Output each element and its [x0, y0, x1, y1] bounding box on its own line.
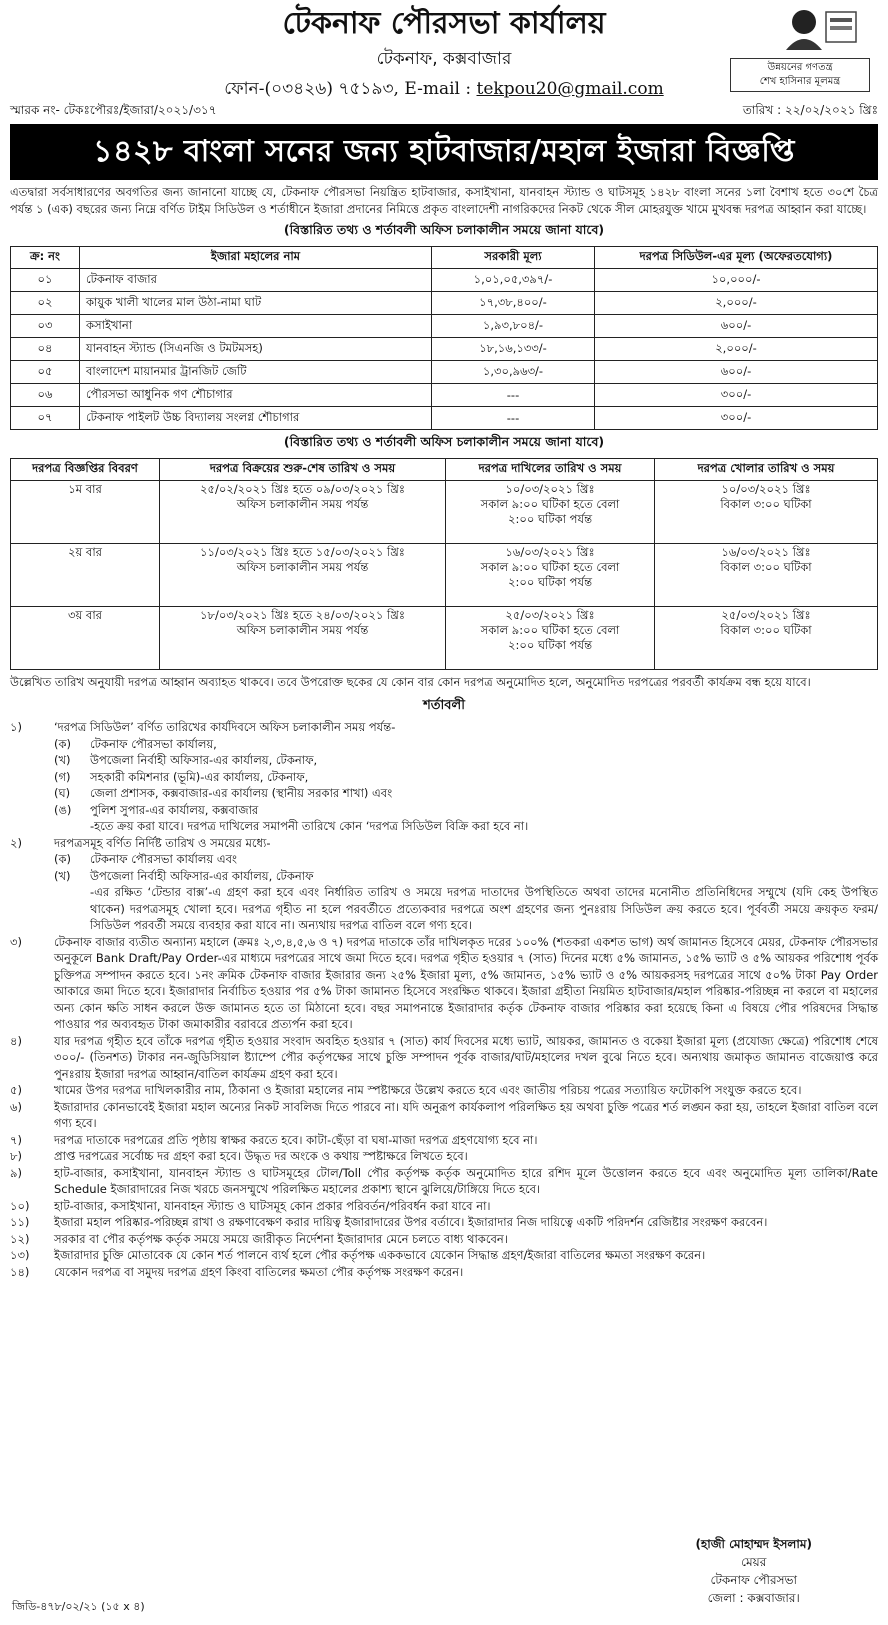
table-row: [11, 481, 878, 544]
condition-item: [10, 1099, 878, 1132]
signature-block: [695, 1535, 812, 1607]
govt-price-cell: ১৮,১৬,১৩৩/-: [432, 338, 595, 361]
subitem-label: (ক): [54, 736, 72, 751]
office-name: টেকনাফ পৌরসভা কার্যালয়: [282, 6, 606, 41]
sale-period-cell: [160, 607, 446, 670]
condition-text: ইজারাদার কোনভাবেই ইজারা মহাল অন্যের নিকট সাবলিজ দিতে পারবে না। যদি অনুরূপ কার্যকলাপ পরিলক্ষিত হয় অথবা চুক্তি পত্রের শর্ত লঙ্ঘন করা হয়, তাহলে ইজারা বাতিল বলে গণ্য হবে।: [54, 1099, 878, 1130]
opening-date: ২৫/০৩/২০২১ খ্রিঃ: [721, 608, 811, 622]
submission-date: ২৫/০৩/২০২১ খ্রিঃ: [505, 608, 595, 622]
table-header-row: [11, 247, 878, 269]
serial-cell: ০৩: [11, 315, 80, 338]
schedule-price-cell: ৬০০/-: [595, 361, 878, 384]
opening-time: বিকাল ৩:০০ ঘটিকা: [720, 560, 812, 574]
serial-cell: ০৬: [11, 384, 80, 407]
condition-item: [10, 1148, 878, 1165]
sale-dates: ১৮/০৩/২০২১ খ্রিঃ হতে ২৪/০৩/২০২১ খ্রিঃ: [200, 608, 405, 622]
opening-cell: [655, 544, 878, 607]
subitem-text: উপজেলা নির্বাহী অফিসার-এর কার্যালয়, টেকনাফ: [90, 868, 314, 883]
condition-number: ৮): [10, 1149, 22, 1163]
condition-number: ৭): [10, 1132, 22, 1147]
submission-time: সকাল ৯:০০ ঘটিকা হতে বেলা: [480, 497, 620, 511]
table-row: [11, 269, 878, 292]
subitem-label: (খ): [54, 868, 71, 883]
submission-cell: [446, 607, 655, 670]
signatory-org: টেকনাফ পৌরসভা: [710, 1573, 797, 1587]
portrait-logo: [774, 4, 866, 50]
condition-item: [10, 1231, 878, 1248]
gd-footer: জিডি-৪৭৮/০২/২১ (১৫ x ৪): [12, 1600, 145, 1613]
submission-time-end: ২:০০ ঘটিকা পর্যন্ত: [507, 575, 592, 589]
phone-text: ফোন-(০৩৪২৬) ৭৫১৯৩, E-mail :: [224, 79, 477, 99]
opening-date: ১০/০৩/২০২১ খ্রিঃ: [721, 482, 811, 496]
col-serial: ক্র: নং: [11, 247, 80, 269]
govt-price-cell: ---: [432, 384, 595, 407]
condition-number: ২): [10, 835, 22, 850]
mahal-table: [10, 246, 878, 430]
submission-cell: [446, 544, 655, 607]
condition-number: ১): [10, 720, 22, 734]
serial-cell: ০২: [11, 292, 80, 315]
schedule-table: [10, 458, 878, 670]
condition-text: টেকনাফ বাজার ব্যতীত অন্যান্য মহালে (ক্রমঃ ২,৩,৪,৫,৬ ও ৭) দরপত্র দাতাকে তাঁর দাখিলকৃত দরের ১০০% (শতকরা একশত ভাগ) অর্থ জামানত হিসেবে মেয়র, টেকনাফ পৌরসভার অনুকূলে Bank Draft/Pay Order-এর মাধ্যমে দরপত্রের সাথে জমা দিতে হবে। দরপত্র গৃহীত হওয়ার ৭ (সাত) দিনের মধ্যে ৫% জামানত, ১৫% ভ্যাট ও ৫% আয়কর পরিশোধ পূর্বক চুক্তিপত্র সম্পাদন করতে হবে। ১নং ক্রমিক টেকনাফ বাজার ইজারার জন্য ২৫% ইজারা মূল্য, ৫% জামানত, ১৫% ভ্যাট ও ৫% আয়করসহ দরপত্রের সাথে ৫০% টাকা Pay Order আকারে জমা দিতে হবে। ইজারাদার নির্বাচিত হওয়ার পর ৫% টাকা জামানত হিসেবে সংরক্ষিত থাকবে। ইজারা গ্রহীতা নিয়মিত হাটবাজার/মহাল পরিষ্কার-পরিচ্ছন্ন না করলে বা মহালের অন্য কোন ক্ষতি সাধন করলে উক্ত জামানত হতে তা মিঠানো হবে। বছর সমাপনান্তে ইজারাদার কর্তৃক টেকনাফ বাজার পরিষ্কার করা হয়েছে কিনা এ বিষয়ে পৌর পরিষদের সিদ্ধান্ত পাওয়ার পর অব্যবহৃত টাকা জমাকারীর বরাবরে প্রত্যর্পন করা হবে।: [54, 934, 878, 1031]
letterhead: [10, 4, 878, 124]
condition-subitem: [10, 736, 878, 753]
sale-time: অফিস চলাকালীন সময় পর্যন্ত: [236, 560, 369, 574]
schedule-price-cell: ১০,০০০/-: [595, 269, 878, 292]
condition-item: [10, 1214, 878, 1231]
slogan-line-1: উন্নয়নের গণতন্ত্র: [767, 62, 833, 73]
subitem-label: (খ): [54, 753, 71, 767]
round-cell: ১ম বার: [11, 481, 160, 544]
condition-subitem: [10, 802, 878, 819]
table-header-row: [11, 459, 878, 481]
govt-price-cell: ১,৩০,৯৬৩/-: [432, 361, 595, 384]
conditions-title: শর্তাবলী: [423, 698, 465, 713]
sale-period-cell: [160, 544, 446, 607]
condition-item: [10, 934, 878, 1033]
condition-item: [10, 1132, 878, 1149]
condition-number: ৬): [10, 1099, 22, 1114]
subitem-text: উপজেলা নির্বাহী অফিসার-এর কার্যালয়, টেকনাফ,: [90, 753, 318, 767]
condition-item: [10, 1033, 878, 1083]
col-mahal-name: ইজারা মহালের নাম: [80, 247, 432, 269]
serial-cell: ০৪: [11, 338, 80, 361]
subitem-text: জেলা প্রশাসক, কক্সবাজার-এর কার্যালয় (স্থানীয় সরকার শাখা) এবং: [90, 786, 393, 800]
condition-2-tail: -এর রক্ষিত ‘টেন্ডার বাক্স’-এ গ্রহণ করা হবে এবং নির্ধারিত তারিখ ও সময়ে দরপত্র দাতাদের উপস্থিতিতে অথবা তাদের মনোনীত প্রতিনিধিদের সম্মুখে (যদি কেহ উপস্থিত থাকেন) দরপত্রসমূহ খোলা হবে। দরপত্র গৃহীত না হলে পরবর্তীতে প্রত্যেকবার দরপত্রে অংশ গ্রহণের জন্য পুনঃরায় সিডিউল ক্রয় করতে হবে। পূর্ববর্তী সময়ে ক্রয়কৃত ফরম/সিডিউল পরবর্তী সময়ে ব্যবহার করা যাবে না। অন্যথায় দরপত্র বাতিল বলে গণ্য হবে।: [90, 885, 878, 932]
opening-time: বিকাল ৩:০০ ঘটিকা: [720, 623, 812, 637]
submission-time: সকাল ৯:০০ ঘটিকা হতে বেলা: [480, 623, 620, 637]
condition-text: দরপত্রসমূহ বর্ণিত নির্দিষ্ট তারিখ ও সময়ের মধ্যে-: [54, 835, 271, 850]
round-cell: ২য় বার: [11, 544, 160, 607]
table-row: [11, 384, 878, 407]
condition-item: [10, 1264, 878, 1281]
condition-number: ১৪): [10, 1264, 30, 1279]
govt-price-cell: ১৭,৩৮,৪০০/-: [432, 292, 595, 315]
table-row: [11, 607, 878, 670]
condition-2: [10, 835, 878, 852]
condition-text: হাট-বাজার, কসাইখানা, যানবাহন স্ট্যান্ড ও ঘাটসমূহ কোন প্রকার পরিবর্তন/পরিবর্ধন করা যাবে না।: [54, 1198, 491, 1213]
table-row: [11, 338, 878, 361]
condition-text: হাট-বাজার, কসাইখানা, যানবাহন স্ট্যান্ড ও ঘাটসমূহের টোল/Toll পৌর কর্তৃপক্ষ কর্তৃক অনুমোদিত হারে রশিদ মূলে উত্তোলন করতে হবে এবং অনুমোদিত মূল্য তালিকা/Rate Schedule ইজারাদারের নিজ খরচে জনসম্মুখে পরিলক্ষিত মহালের প্রকাশ্য স্থানে ঝুলিয়ে/টাঙ্গিয়ে দিতে হবে।: [54, 1165, 878, 1196]
round-cell: ৩য় বার: [11, 607, 160, 670]
condition-number: ৩): [10, 934, 22, 949]
submission-time: সকাল ৯:০০ ঘটিকা হতে বেলা: [480, 560, 620, 574]
schedule-price-cell: ৩০০/-: [595, 407, 878, 430]
condition-text: ‘দরপত্র সিডিউল’ বর্ণিত তারিখের কার্যদিবসে অফিস চলাকালীন সময় পর্যন্ত-: [54, 720, 396, 734]
notice-date: তারিখ : ২২/০২/২০২১ খ্রিঃ: [742, 103, 878, 117]
table-row: [11, 292, 878, 315]
mahal-name-cell: টেকনাফ বাজার: [80, 269, 432, 292]
condition-text: ইজারাদার চুক্তি মোতাবেক যে কোন শর্ত পালনে ব্যর্থ হলে পৌর কর্তৃপক্ষ এককভাবে যেকোন সিদ্ধান্ত গ্রহণ/ইজারা বাতিলের ক্ষমতা সংরক্ষণ করেন।: [54, 1248, 706, 1262]
mahal-name-cell: যানবাহন স্ট্যান্ড (সিএনজি ও টমটমসহ): [80, 338, 432, 361]
col-govt-price: সরকারী মূল্য: [432, 247, 595, 269]
opening-time: বিকাল ৩:০০ ঘটিকা: [720, 497, 812, 511]
sale-time: অফিস চলাকালীন সময় পর্যন্ত: [236, 623, 369, 637]
serial-cell: ০৫: [11, 361, 80, 384]
email-link[interactable]: tekpou20@gmail.com: [476, 79, 664, 99]
submission-date: ১৬/০৩/২০২১ খ্রিঃ: [505, 545, 595, 559]
condition-subitem: [10, 769, 878, 786]
condition-number: ১০): [10, 1198, 30, 1213]
opening-cell: [655, 481, 878, 544]
condition-number: ৯): [10, 1165, 22, 1180]
schedule-price-cell: ৩০০/-: [595, 384, 878, 407]
condition-subitem: [10, 851, 878, 868]
govt-price-cell: ১,০১,০৫,৩৯৭/-: [432, 269, 595, 292]
conditions-list: [10, 719, 878, 1280]
schedule-price-cell: ২,০০০/-: [595, 338, 878, 361]
col-schedule-price: দরপত্র সিডিউল-এর মূল্য (অফেরতযোগ্য): [595, 247, 878, 269]
condition-number: ৫): [10, 1083, 22, 1097]
mahal-name-cell: কসাইখানা: [80, 315, 432, 338]
condition-text: খামের উপর দরপত্র দাখিলকারীর নাম, ঠিকানা ও ইজারা মহালের নাম স্পষ্টাক্ষরে উল্লেখ করতে হবে এবং জাতীয় পরিচয় পত্রের সত্যায়িত ফটোকপি সংযুক্ত করতে হবে।: [54, 1083, 802, 1097]
slogan-line-2: শেখ হাসিনার মূলমন্ত্র: [759, 76, 841, 87]
sale-time: অফিস চলাকালীন সময় পর্যন্ত: [236, 497, 369, 511]
mahal-name-cell: টেকনাফ পাইলট উচ্চ বিদ্যালয় সংলগ্ন শৌচাগার: [80, 407, 432, 430]
condition-item: [10, 1198, 878, 1215]
subitem-text: সহকারী কমিশনার (ভূমি)-এর কার্যালয়, টেকনাফ,: [90, 769, 309, 784]
notice-title: ১৪২৮ বাংলা সনের জন্য হাটবাজার/মহাল ইজারা বিজ্ঞপ্তি: [10, 124, 878, 180]
submission-time-end: ২:০০ ঘটিকা পর্যন্ত: [507, 512, 592, 526]
subitem-label: (ঙ): [54, 802, 72, 817]
sale-dates: ১১/০৩/২০২১ খ্রিঃ হতে ১৫/০৩/২০২১ খ্রিঃ: [200, 545, 405, 559]
condition-subitem: [10, 752, 878, 769]
info-note-2: (বিস্তারিত তথ্য ও শর্তাবলী অফিস চলাকালীন সময়ে জানা যাবে): [283, 434, 605, 449]
govt-price-cell: ---: [432, 407, 595, 430]
mahal-name-cell: পৌরসভা আধুনিক গণ শৌচাগার: [80, 384, 432, 407]
submission-date: ১০/০৩/২০২১ খ্রিঃ: [505, 482, 595, 496]
office-location: টেকনাফ, কক্সবাজার: [376, 49, 512, 69]
condition-text: দরপত্র দাতাকে দরপত্রের প্রতি পৃষ্ঠায় স্বাক্ষর করতে হবে। কাটা-ছেঁড়া বা ঘষা-মাজা দরপত্র গ্রহণযোগ্য হবে না।: [54, 1132, 538, 1147]
col-submission: দরপত্র দাখিলের তারিখ ও সময়: [446, 459, 655, 481]
table-row: [11, 361, 878, 384]
subitem-text: পুলিশ সুপার-এর কার্যালয়, কক্সবাজার: [90, 802, 259, 817]
condition-number: ১২): [10, 1231, 30, 1246]
col-opening: দরপত্র খোলার তারিখ ও সময়: [655, 459, 878, 481]
serial-cell: ০১: [11, 269, 80, 292]
condition-number: ৪): [10, 1033, 22, 1048]
opening-cell: [655, 607, 878, 670]
table-row: [11, 315, 878, 338]
subitem-label: (ক): [54, 852, 72, 866]
intro-paragraph: এতদ্বারা সর্বসাধারণের অবগতির জন্য জানানো যাচ্ছে যে, টেকনাফ পৌরসভা নিয়ন্ত্রিত হাটবাজার, কসাইখানা, যানবাহন স্ট্যান্ড ও ঘাটসমূহ ১৪২৮ বাংলা সনের ১লা বৈশাখ হতে ৩০শে চৈত্র পর্যন্ত ১ (এক) বছরের জন্য নিম্নে বর্ণিত টাইম সিডিউল ও শর্তাধীনে ইজারা প্রদানের নিমিত্তে প্রকৃত বাংলাদেশী নাগরিকদের নিকট থেকে সীল মোহরযুক্ত খামে মুখবন্ধ দরপত্র আহ্বান করা যাচ্ছে।: [10, 185, 878, 216]
condition-number: ১৩): [10, 1248, 30, 1262]
condition-text: যেকোন দরপত্র বা সমুদয় দরপত্র গ্রহণ কিংবা বাতিলের ক্ষমতা পৌর কর্তৃপক্ষ সংরক্ষণ করেন।: [54, 1264, 464, 1279]
table-row: [11, 407, 878, 430]
serial-cell: ০৭: [11, 407, 80, 430]
condition-subitem: [10, 785, 878, 802]
schedule-price-cell: ৬০০/-: [595, 315, 878, 338]
sale-dates: ২৫/০২/২০২১ খ্রিঃ হতে ০৯/০৩/২০২১ খ্রিঃ: [200, 482, 405, 496]
memo-number: স্মারক নং- টেকঃপৌরঃ/ইজারা/২০২১/৩১৭: [10, 103, 217, 117]
signatory-name: (হাজী মোহাম্মদ ইসলাম): [695, 1537, 812, 1551]
signatory-title: মেয়র: [741, 1555, 767, 1569]
condition-text: ইজারা মহাল পরিষ্কার-পরিচ্ছন্ন রাখা ও রক্ষণাবেক্ষণ করার দায়িত্ব ইজারাদারের উপর বর্তাবে। ইজারাদার নিজ দায়িত্বে একটি পরিদর্শন রেজিষ্টার সংরক্ষণ করবেন।: [54, 1215, 768, 1229]
mahal-name-cell: কায়ুক খালী খালের মাল উঠা-নামা ঘাট: [80, 292, 432, 315]
table-row: [11, 544, 878, 607]
subitem-label: (গ): [54, 769, 71, 784]
condition-1-tail: -হতে ক্রয় করা যাবে। দরপত্র দাখিলের সমাপনী তারিখে কোন ‘দরপত্র সিডিউল বিক্রি করা হবে না।: [90, 819, 529, 833]
info-note-1: (বিস্তারিত তথ্য ও শর্তাবলী অফিস চলাকালীন সময়ে জানা যাবে): [283, 222, 605, 237]
sale-period-cell: [160, 481, 446, 544]
slogan-box: [730, 58, 870, 92]
col-sale-period: দরপত্র বিক্রয়ের শুরু-শেষ তারিখ ও সময়: [160, 459, 446, 481]
mahal-name-cell: বাংলাদেশ মায়ানমার ট্রানজিট জেটি: [80, 361, 432, 384]
schedule-price-cell: ২,০০০/-: [595, 292, 878, 315]
signatory-district: জেলা : কক্সবাজার।: [707, 1591, 800, 1605]
condition-subitem: [10, 868, 878, 885]
opening-date: ১৬/০৩/২০২১ খ্রিঃ: [721, 545, 811, 559]
col-round: দরপত্র বিজ্ঞপ্তির বিবরণ: [11, 459, 160, 481]
condition-item: [10, 1165, 878, 1198]
condition-text: প্রাপ্ত দরপত্রের সর্বোচ্চ দর গ্রহণ করা হবে। উদ্ধৃত দর অংকে ও কথায় স্পষ্টাক্ষরে লিখতে হবে।: [54, 1149, 468, 1163]
condition-number: ১১): [10, 1215, 30, 1229]
condition-1: [10, 719, 878, 736]
subitem-label: (ঘ): [54, 786, 71, 800]
govt-price-cell: ১,৯৩,৮০৪/-: [432, 315, 595, 338]
condition-text: যার দরপত্র গৃহীত হবে তাঁকে দরপত্র গৃহীত হওয়ার সংবাদ অবহিত হওয়ার ৭ (সাত) কার্য দিবসের মধ্যে ভ্যাট, আয়কর, জামানত ও বকেয়া ইজারা মূল্য (প্রযোজ্য ক্ষেত্রে) পরিশোধ শেষে ৩০০/- (তিনশত) টাকার নন-জুডিসিয়াল ষ্ট্যাম্পে পৌর কর্তৃপক্ষের সাথে চুক্তি সম্পাদন পূর্বক বাজার/ঘাট/মহালের দখল বুঝে নিতে হবে। অন্যথায় জমাকৃত জামানত বাজেয়াপ্ত করে পুনঃরায় ইজারা দরপত্র আহ্বান/বাতিল কার্যক্রম গ্রহণ করা হবে।: [54, 1033, 878, 1081]
subitem-text: টেকনাফ পৌরসভা কার্যালয়,: [90, 736, 217, 751]
subitem-text: টেকনাফ পৌরসভা কার্যালয় এবং: [90, 852, 237, 866]
condition-item: [10, 1082, 878, 1099]
condition-item: [10, 1247, 878, 1264]
after-table-paragraph: উল্লেখিত তারিখ অনুযায়ী দরপত্র আহ্বান অব্যাহত থাকবে। তবে উপরোক্ত ছকের যে কোন বার কোন দরপত্র অনুমোদিত হলে, অনুমোদিত দরপত্রের পরবর্তী কার্যক্রম বন্ধ হয়ে যাবে।: [10, 675, 811, 689]
condition-text: সরকার বা পৌর কর্তৃপক্ষ কর্তৃক সময়ে সময়ে জারীকৃত নির্দেশনা ইজারাদার মেনে চলতে বাধ্য থাকবেন।: [54, 1231, 508, 1246]
submission-time-end: ২:০০ ঘটিকা পর্যন্ত: [507, 638, 592, 652]
submission-cell: [446, 481, 655, 544]
